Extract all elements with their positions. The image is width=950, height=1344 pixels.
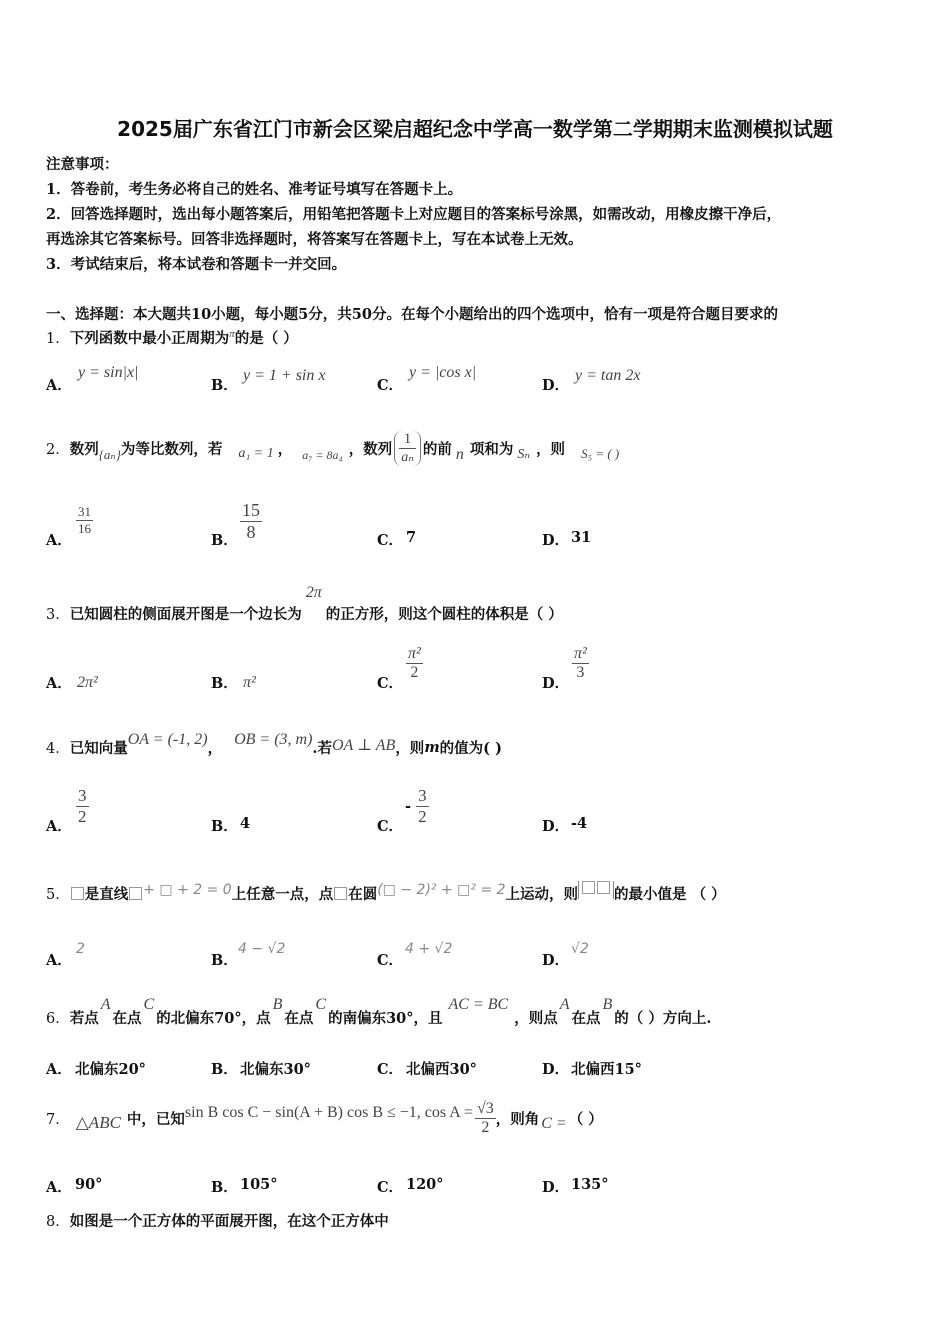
q5-text: 在圆 <box>348 885 378 903</box>
q4-text: ，则 <box>395 739 425 757</box>
question-number: 5． <box>46 886 70 903</box>
q1-option-d: y = tan 2x <box>575 367 641 384</box>
question-7 <box>46 1092 603 1144</box>
q3-text: 已知圆柱的侧面展开图是一个边长为 <box>69 606 302 623</box>
q4-option-b-label: B． <box>211 818 238 835</box>
q2-option-d-label: D． <box>542 532 570 549</box>
q6-text: 在点 <box>571 1010 601 1027</box>
q2-text: 数列 <box>69 440 99 458</box>
notice-item-2b: 再选涂其它答案标号。回答非选择题时，将答案写在答题卡上，写在本试卷上无效。 <box>46 231 583 248</box>
q6-option-d-label: D． <box>542 1061 570 1078</box>
q1-pi: π <box>229 328 235 340</box>
question-number: 2． <box>46 441 70 458</box>
q4-option-c <box>405 786 429 827</box>
q2-option-a <box>76 504 93 537</box>
q5-option-d: √2 <box>571 941 589 957</box>
placeholder-glyph-icon <box>71 887 84 900</box>
q7-text: ，则角 <box>495 1110 540 1128</box>
q7-text: （ ） <box>568 1110 603 1128</box>
q7-expression: sin B cos C − sin(A + B) cos B ≤ −1, cos A = <box>184 1104 473 1121</box>
q7-triangle: △ABC <box>75 1113 121 1132</box>
question-number: 4． <box>46 740 70 757</box>
q6-option-b: 北偏东30° <box>240 1061 311 1078</box>
q4-oa: OA = (-1, 2) <box>127 731 208 748</box>
q2-recip-den: aₙ <box>401 449 414 465</box>
q6-text: ，则点 <box>514 1010 558 1027</box>
q2-n: n <box>455 446 464 463</box>
placeholder-glyph-icon <box>129 887 142 900</box>
question-1 <box>46 327 298 348</box>
q7-option-b: 105° <box>240 1176 278 1193</box>
q6-point-c: C <box>143 996 155 1013</box>
q4-m: m <box>424 738 440 756</box>
q5-option-b: 4 − √2 <box>238 941 286 957</box>
q7-option-c-label: C． <box>377 1179 404 1196</box>
question-number: 7． <box>46 1111 70 1128</box>
q2-option-a-label: A． <box>46 532 72 549</box>
q1-option-b-label: B． <box>211 377 238 394</box>
q1-option-a: y = sin|x| <box>78 364 139 381</box>
q2-text: ， <box>277 440 293 458</box>
q2-option-d: 31 <box>571 529 592 546</box>
q4-a-den: 2 <box>78 807 87 826</box>
q5-option-c-label: C． <box>377 952 404 969</box>
q6-option-c: 北偏西30° <box>406 1061 477 1078</box>
q6-option-b-label: B． <box>211 1061 238 1078</box>
q2-recip-set <box>394 431 421 466</box>
placeholder-glyph-icon <box>597 881 610 894</box>
q2-b-num: 15 <box>242 500 260 520</box>
q2-option-c: 7 <box>406 529 417 546</box>
q4-text: 的值为( ) <box>439 739 502 757</box>
notice-heading: 注意事项： <box>46 156 119 173</box>
q2-s5: S₅ = ( ) <box>581 446 620 461</box>
q7-option-b-label: B． <box>211 1179 238 1196</box>
q3-d-den: 3 <box>572 663 589 682</box>
q6-equation: AC = BC <box>448 996 509 1013</box>
q3-option-d-label: D． <box>542 675 570 692</box>
q4-text: 已知向量 <box>69 739 128 757</box>
q5-text: 上任意一点，点 <box>231 885 334 903</box>
q3-c-den: 2 <box>406 663 423 682</box>
q2-a-den: 16 <box>78 521 91 536</box>
q7-option-a-label: A． <box>46 1179 72 1196</box>
q6-option-a: 北偏东20° <box>75 1061 146 1078</box>
q2-sn: Sₙ <box>517 446 531 462</box>
q3-option-b-label: B． <box>211 675 238 692</box>
question-8 <box>46 1210 389 1231</box>
q3-side: 2π <box>305 584 322 601</box>
q4-option-c-label: C． <box>377 818 404 835</box>
q4-option-a-label: A． <box>46 818 72 835</box>
q4-option-d-label: D． <box>542 818 570 835</box>
notice-item-2a: 2．回答选择题时，选出每小题答案后，用铅笔把答题卡上对应题目的答案标号涂黑，如需改动，用橡皮擦干净后， <box>46 206 782 223</box>
q1-text-a: 下列函数中最小正周期为 <box>69 330 230 347</box>
q4-ob: OB = (3, m) <box>234 731 313 748</box>
q2-b-den: 8 <box>240 521 262 543</box>
q8-text: 如图是一个正方体的平面展开图，在这个正方体中 <box>69 1213 389 1230</box>
question-number: 1． <box>46 331 70 347</box>
q2-recip-num: 1 <box>403 430 412 447</box>
q5-option-b-label: B． <box>211 952 238 969</box>
q7-sqrt3: √3 <box>476 1099 494 1117</box>
q4-text: .若 <box>312 739 332 757</box>
q3-option-a-label: A． <box>46 675 72 692</box>
notice-item-3: 3．考试结束后，将本试卷和答题卡一并交回。 <box>46 256 347 273</box>
q1-text-b: 的是（ ） <box>234 330 298 347</box>
q2-option-c-label: C． <box>377 532 404 549</box>
q3-option-c-label: C． <box>377 675 404 692</box>
q7-option-d: 135° <box>571 1176 609 1193</box>
q2-seq: {aₙ} <box>98 447 121 462</box>
q2-text: 为等比数列，若 <box>120 440 223 458</box>
q5-text: 的最小值是 （ ） <box>614 885 726 903</box>
q4-perp: OA ⊥ AB <box>331 737 396 754</box>
question-3 <box>46 584 563 624</box>
q6-point-b: B <box>272 996 283 1013</box>
q5-distance <box>578 881 614 899</box>
q1-option-c-label: C． <box>377 377 404 394</box>
question-number: 3． <box>46 607 70 623</box>
q6-option-c-label: C． <box>377 1061 404 1078</box>
page-title: 2025届广东省江门市新会区梁启超纪念中学高一数学第二学期期末监测模拟试题 <box>117 117 833 141</box>
q3-option-d <box>572 645 589 682</box>
q5-text: 上运动，则 <box>505 885 579 903</box>
q4-option-b: 4 <box>240 815 251 832</box>
q3-option-a: 2π² <box>77 674 98 691</box>
placeholder-glyph-icon <box>582 881 595 894</box>
q6-option-d: 北偏西15° <box>571 1061 642 1078</box>
q6-point-c: C <box>315 996 327 1013</box>
q6-option-a-label: A． <box>46 1061 72 1078</box>
q4-text: ， <box>207 739 223 757</box>
notice-item-1: 1．答卷前，考生务必将自己的姓名、准考证号填写在答题卡上。 <box>46 181 463 198</box>
q6-text: 的北偏东70°，点 <box>156 1010 271 1027</box>
question-4 <box>46 732 502 762</box>
q7-option-a: 90° <box>75 1176 103 1193</box>
q2-option-b-label: B． <box>211 532 238 549</box>
q7-option-d-label: D． <box>542 1179 570 1196</box>
q6-point-a: A <box>559 996 570 1013</box>
q5-option-a-label: A． <box>46 952 72 969</box>
question-5 <box>46 880 726 906</box>
q4-a-num: 3 <box>78 786 87 805</box>
q6-text: 在点 <box>284 1010 314 1027</box>
q5-circle: (□ − 2)² + □² = 2 <box>377 882 506 898</box>
q5-option-d-label: D． <box>542 952 570 969</box>
q3-text: 的正方形，则这个圆柱的体积是（ ） <box>325 606 563 623</box>
q2-text: ，数列 <box>348 440 393 458</box>
q4-option-a <box>76 786 89 827</box>
q5-option-c: 4 + √2 <box>405 941 453 957</box>
q2-option-b <box>240 500 262 543</box>
q5-option-a: 2 <box>76 941 85 957</box>
q2-text: 的前 <box>422 440 452 458</box>
q7-cos-a-value <box>475 1100 496 1137</box>
question-6 <box>46 996 711 1028</box>
placeholder-glyph-icon <box>334 887 347 900</box>
q3-option-b: π² <box>243 674 256 691</box>
question-number: 8． <box>46 1214 70 1230</box>
q2-text: ，则 <box>536 440 566 458</box>
q4-c-num: 3 <box>418 786 427 805</box>
q4-option-d: -4 <box>571 815 588 832</box>
q5-line: + □ + 2 = 0 <box>143 882 232 898</box>
q6-text: 若点 <box>69 1010 99 1027</box>
q7-option-c: 120° <box>406 1176 444 1193</box>
q1-option-b: y = 1 + sin x <box>243 367 326 384</box>
q1-option-c: y = |cos x| <box>409 364 477 381</box>
question-2 <box>46 420 619 476</box>
q3-c-num: π² <box>408 645 421 662</box>
q6-point-b: B <box>602 996 613 1013</box>
q7-text: 中，已知 <box>126 1110 185 1128</box>
q7-den: 2 <box>475 1118 496 1137</box>
q7-c-eq: C = <box>541 1115 567 1132</box>
q6-text: 的南偏东30°，且 <box>328 1010 443 1027</box>
q4-c-sign: - <box>405 798 412 815</box>
q3-d-num: π² <box>574 645 587 662</box>
q6-text: 的（ ）方向上. <box>614 1010 712 1027</box>
q6-point-a: A <box>100 996 111 1013</box>
q1-option-d-label: D． <box>542 377 570 394</box>
q5-text: 是直线 <box>84 885 129 903</box>
q3-option-c <box>406 645 423 682</box>
q2-a-num: 31 <box>78 504 91 519</box>
question-number: 6． <box>46 1011 70 1027</box>
q2-recip-fraction <box>399 431 416 466</box>
q2-text: 项和为 <box>469 440 514 458</box>
q2-cond-2: a₇ = 8a₄ <box>302 447 343 462</box>
section-heading: 一、选择题：本大题共10小题，每小题5分，共50分。在每个小题给出的四个选项中，恰有一项是符合题目要求的 <box>46 306 778 323</box>
q1-option-a-label: A． <box>46 377 72 394</box>
q6-text: 在点 <box>112 1010 142 1027</box>
q2-cond-1: a₁ = 1 <box>238 446 274 461</box>
q4-c-den: 2 <box>418 807 427 826</box>
